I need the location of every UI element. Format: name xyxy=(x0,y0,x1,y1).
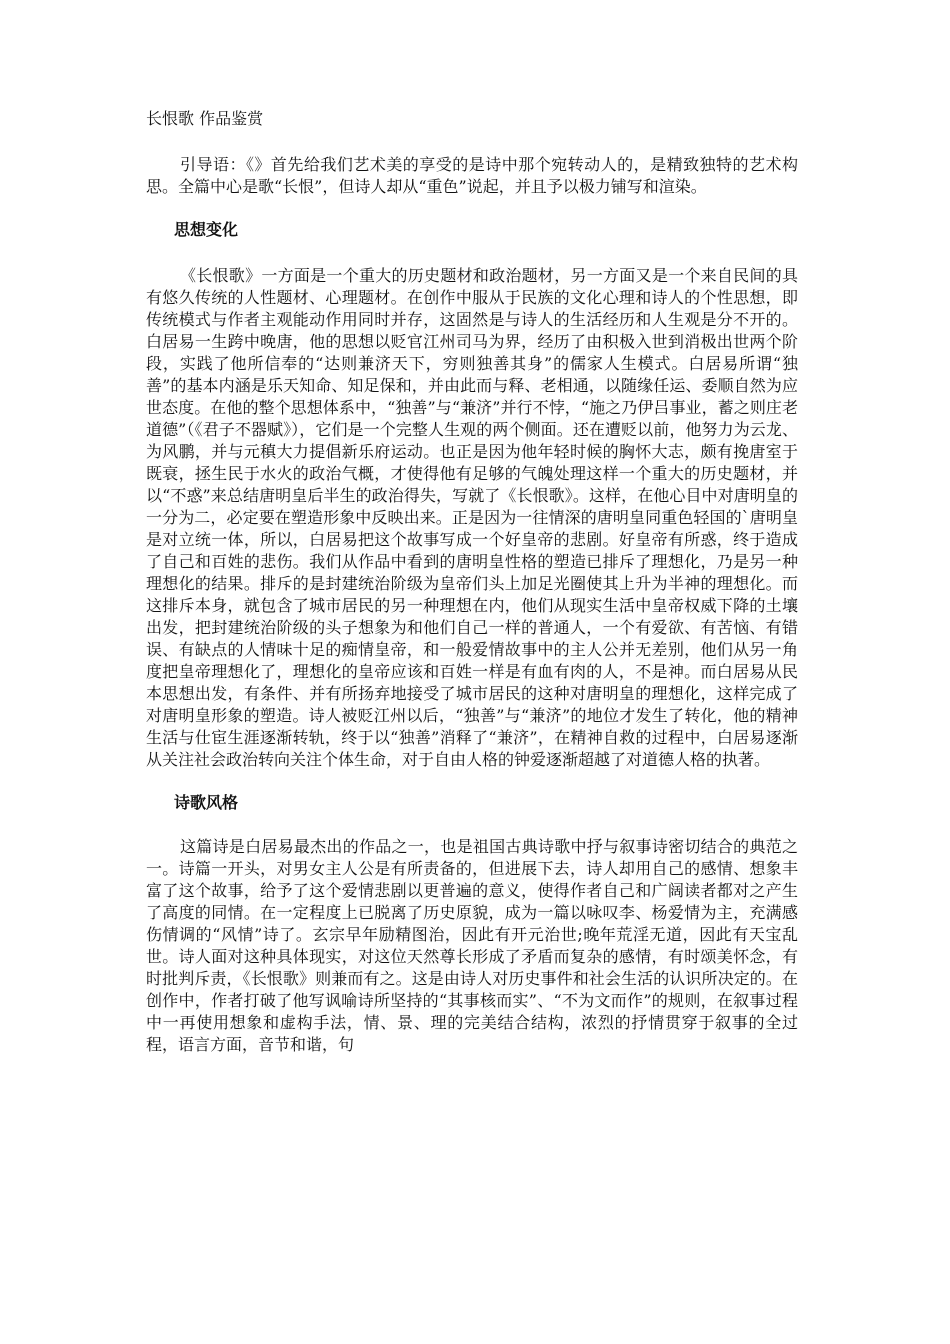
section-heading-poetry-style: 诗歌风格 xyxy=(174,793,239,812)
document-title: 长恨歌 作品鉴赏 xyxy=(146,109,264,128)
document-page xyxy=(146,108,798,1056)
intro-paragraph: 引导语：《》首先给我们艺术美的享受的是诗中那个宛转动人的，是精致独特的艺术构思。全篇中心是歌“长恨”，但诗人却从“重色”说起，并且予以极力铺写和渲染。 xyxy=(146,155,798,196)
section-paragraph-thought-change: 《长恨歌》一方面是一个重大的历史题材和政治题材，另一方面又是一个来自民间的具有悠久传统的人性题材、心理题材。在创作中服从于民族的文化心理和诗人的个性思想，即传统模式与作者主观能动作用同时并存，这固然是与诗人的生活经历和人生观是分不开的。白居易一生跨中晚唐，他的思想以贬官江州司马为界，经历了由积极入世到消极出世两个阶段，实践了他所信奉的“达则兼济天下，穷则独善其身”的儒家人生模式。白居易所谓“独善”的基本内涵是乐天知命、知足保和，并由此而与释、老相通，以随缘任运、委顺自然为应世态度。在他的整个思想体系中，“独善”与“兼济”并行不悖，“施之乃伊吕事业，蓄之则庄老道德”（《君子不器赋》），它们是一个完整人生观的两个侧面。还在遭贬以前，他努力为云龙、为风鹏，并与元稹大力提倡新乐府运动。也正是因为他年轻时候的胸怀大志，颇有挽唐室于既衰，拯生民于水火的政治气概，才使得他有足够的气魄处理这样一个重大的历史题材，并以“不惑”来总结唐明皇后半生的政治得失，写就了《长恨歌》。这样，在他心目中对唐明皇的一分为二，必定要在塑造形象中反映出来。正是因为一往情深的唐明皇同重色轻国的`唐明皇是对立统一体，所以，白居易把这个故事写成一个好皇帝的悲剧。好皇帝有所惑，终于造成了自己和百姓的悲伤。我们从作品中看到的唐明皇性格的塑造已排斥了理想化，乃是另一种理想化的结果。排斥的是封建统治阶级为皇帝们头上加足光圈使其上升为半神的理想化。而这排斥本身，就包含了城市居民的另一种理想在内，他们从现实生活中皇帝权威下降的土壤出发，把封建统治阶级的头子想象为和他们自己一样的普通人，一个有爱欲、有苦恼、有错误、有缺点的人情味十足的痴情皇帝，和一般爱情故事中的主人公并无差别，他们从另一角度把皇帝理想化了，理想化的皇帝应该和百姓一样是有血有肉的人，不是神。而白居易从民本思想出发，有条件、并有所扬弃地接受了城市居民的这种对唐明皇的理想化，这样完成了对唐明皇形象的塑造。诗人被贬江州以后，“独善”与“兼济”的地位才发生了转化，他的精神生活与仕宦生涯逐渐转轨，终于以“独善”消释了“兼济”，在精神自救的过程中，白居易逐渐从关注社会政治转向关注个体生命，对于自由人格的钟爱逐渐超越了对道德人格的执著。 xyxy=(146,266,798,769)
section-paragraph-poetry-style: 这篇诗是白居易最杰出的作品之一，也是祖国古典诗歌中抒与叙事诗密切结合的典范之一。诗篇一开头，对男女主人公是有所责备的，但进展下去，诗人却用自己的感情、想象丰富了这个故事，给予了这个爱情悲剧以更普遍的意义，使得作者自己和广阔读者都对之产生了高度的同情。在一定程度上已脱离了历史原貌，成为一篇以咏叹李、杨爱情为主，充满感伤情调的“风情”诗了。玄宗早年励精图治，因此有开元治世;晚年荒淫无道，因此有天宝乱世。诗人面对这种具体现实，对这位天然尊长形成了矛盾而复杂的感情，有时颂美怀念，有时批判斥责，《长恨歌》则兼而有之。这是由诗人对历史事件和社会生活的认识所决定的。在创作中，作者打破了他写讽喻诗所坚持的“其事核而实”、“不为文而作”的规则，在叙事过程中一再使用想象和虚构手法，情、景、理的完美结合结构，浓烈的抒情贯穿于叙事的全过程，语言方面，音节和谐，句 xyxy=(146,837,798,1054)
section-heading-thought-change: 思想变化 xyxy=(174,220,239,239)
